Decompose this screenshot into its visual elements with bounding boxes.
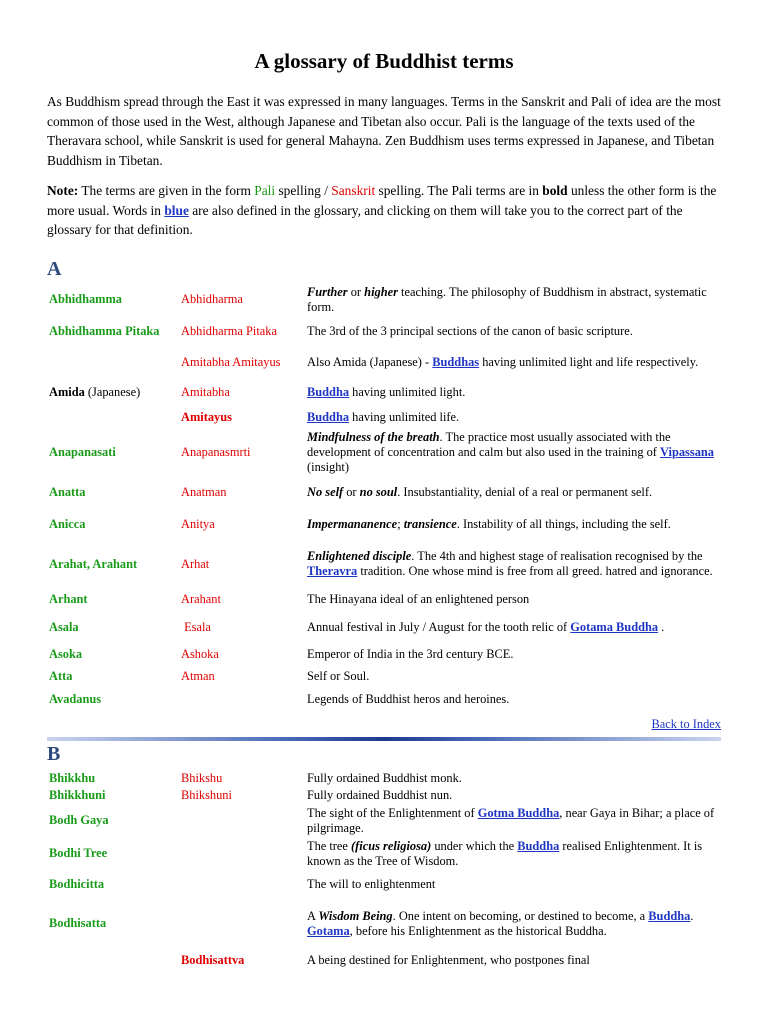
definition-text: The sight of the Enlightenment of (307, 805, 478, 820)
definition-text: . The practice most usually associated with the development of concentration and calm but also used in the training of (307, 430, 671, 459)
note-paragraph (47, 181, 727, 240)
pali-term (49, 385, 181, 400)
definition (307, 839, 721, 869)
definition-link[interactable]: Buddha (517, 838, 560, 853)
note-text: The terms are given in the form (78, 183, 255, 198)
definition (307, 549, 721, 579)
pali-term: Abhidhamma Pitaka (49, 323, 160, 338)
definition-emphasis: No self (307, 484, 344, 499)
glossary-row (49, 588, 721, 611)
glossary-row (49, 379, 721, 406)
definition-text: having unlimited life. (349, 410, 460, 424)
definition (307, 669, 721, 684)
definition-text: ; (397, 516, 404, 531)
definition (307, 692, 721, 707)
definition-text: , before his Enlightenment as the historical Buddha. (349, 923, 607, 938)
definition (307, 877, 721, 892)
sanskrit-term: Anapanasmrti (181, 445, 251, 459)
pali-term-name: Amida (49, 385, 85, 399)
definition-text: A (307, 908, 319, 923)
glossary-row (49, 837, 721, 870)
sanskrit-term: Arhat (181, 556, 210, 571)
glossary-row (49, 508, 721, 540)
definition-text: (insight) (307, 460, 349, 474)
note-label: Note: (47, 183, 79, 198)
definition-emphasis: Impermananence (307, 516, 398, 531)
glossary-row (49, 665, 721, 687)
pali-term: Anapanasati (49, 445, 116, 459)
definition (307, 771, 721, 786)
definition-link[interactable]: Vipassana (660, 445, 714, 459)
pali-term: Bodhicitta (49, 877, 105, 891)
definition-link[interactable]: Gotma Buddha (477, 805, 560, 820)
definition-text: having unlimited light and life respectively. (479, 355, 699, 369)
pali-term: Bodhisatta (49, 916, 107, 930)
glossary-row (49, 870, 721, 899)
definition-text: or (347, 284, 365, 299)
pali-term: Anatta (49, 484, 86, 499)
glossary-row (49, 540, 721, 588)
definition-text: . Instability of all things, including the self. (456, 516, 671, 531)
glossary-row (49, 429, 721, 476)
note-pali-word: Pali (254, 183, 276, 198)
glossary-section-a (49, 283, 721, 711)
definition (307, 909, 721, 939)
definition-emphasis: no soul (359, 484, 398, 499)
definition (307, 285, 721, 315)
sanskrit-term: Abhidharma Pitaka (181, 323, 278, 338)
definition-link[interactable]: Buddha (307, 385, 350, 399)
page-title: A glossary of Buddhist terms (254, 49, 514, 73)
definition-text: . The 4th and highest stage of realisation recognised by the (411, 549, 703, 563)
pali-term: Arahat, Arahant (49, 556, 138, 571)
definition-link[interactable]: Buddha (307, 410, 350, 424)
pali-term: Asala (49, 619, 79, 634)
definition-link[interactable]: Gotama (307, 923, 350, 938)
definition (307, 953, 721, 968)
pali-term: Bhikkhuni (49, 788, 106, 802)
glossary-row (49, 476, 721, 508)
sanskrit-term: Atman (181, 668, 215, 683)
sanskrit-term: Ashoka (181, 646, 219, 661)
pali-term: Arhant (49, 592, 88, 606)
definition-text: Legends of Buddhist heros and heroines. (307, 691, 510, 706)
definition (307, 385, 721, 400)
definition-text: The Hinayana ideal of an enlightened person (307, 592, 530, 606)
sanskrit-term: Arahant (181, 592, 221, 606)
intro-paragraph: As Buddhism spread through the East it was expressed in many languages. Terms in the Sanskrit and Pali of idea are the most common of those used in the West, although Japanese and Tibetan also occur. Pali is the language of the texts used of the Theravara school, while Sanskrit is used for general Mahayna. Zen Buddhism uses terms expressed in Japanese, and Tibetan Buddhism in Tibetan. (47, 94, 721, 168)
pali-term: Asoka (49, 646, 83, 661)
definition-text: Fully ordained Buddhist monk. (307, 771, 462, 785)
definition-emphasis: (ficus religiosa) (351, 838, 432, 853)
sanskrit-term: Anitya (181, 516, 215, 531)
definition (307, 517, 721, 532)
glossary-row (49, 948, 721, 972)
definition (307, 592, 721, 607)
definition-text: , near Gaya in Bihar; a place of pilgrimage. (307, 805, 715, 835)
glossary-section-b (49, 770, 721, 972)
sanskrit-term: Esala (181, 619, 211, 634)
definition-link[interactable]: Gotama Buddha (570, 619, 659, 634)
pali-term-note: (Japanese) (84, 385, 141, 399)
definition-text: or (343, 484, 360, 499)
definition-text: . (690, 908, 694, 923)
definition-text: teaching. The philosophy of Buddhism in abstract, systematic form. (307, 284, 707, 314)
definition-link[interactable]: Buddha (648, 908, 691, 923)
definition-text: . Insubstantiality, denial of a real or permanent self. (397, 484, 653, 499)
section-letter-a: A (47, 258, 62, 280)
sanskrit-term: Bhikshu (181, 771, 223, 785)
note-text: unless the other form is the more usual. Words in (47, 183, 717, 218)
pali-term: Avadanus (49, 691, 102, 706)
definition (307, 485, 721, 500)
definition-text: tradition. One whose mind is free from all greed. hatred and ignorance. (357, 564, 713, 578)
pali-term: Abhidhamma (49, 292, 122, 306)
definition-text: Emperor of India in the 3rd century BCE. (307, 646, 514, 661)
sanskrit-term: Amitabha Amitayus (181, 355, 281, 369)
glossary-row (49, 346, 721, 379)
pali-term: Bodh Gaya (49, 813, 109, 827)
glossary-row (49, 787, 721, 804)
definition-text: Annual festival in July / August for the tooth relic of (307, 619, 571, 634)
glossary-row (49, 611, 721, 643)
definition-text: Also Amida (Japanese) - (307, 355, 433, 369)
definition-text: Self or Soul. (307, 668, 370, 683)
note-blue-link[interactable]: blue (164, 202, 189, 218)
definition-text: The 3rd of the 3 principal sections of the canon of basic scripture. (307, 323, 633, 338)
definition (307, 355, 721, 370)
sanskrit-term: Abhidharma (181, 292, 243, 306)
definition-text: realised Enlightenment. It is known as the Tree of Wisdom. (307, 838, 703, 868)
definition-text: Fully ordained Buddhist nun. (307, 788, 453, 802)
sanskrit-term: Amitayus (181, 410, 232, 424)
definition-text: . One intent on becoming, or destined to become, a (392, 908, 649, 923)
note-text: spelling / (275, 183, 332, 198)
definition-emphasis: Wisdom Being (318, 908, 393, 923)
glossary-row (49, 283, 721, 316)
definition-link[interactable]: Theravra (307, 564, 358, 578)
glossary-row (49, 899, 721, 948)
note-sanskrit-word: Sanskrit (331, 183, 376, 198)
sanskrit-term: Bodhisattva (181, 952, 245, 967)
glossary-row (49, 804, 721, 837)
definition-text: The will to enlightenment (307, 877, 436, 891)
definition-emphasis: Further (307, 284, 348, 299)
definition (307, 788, 721, 803)
glossary-row (49, 316, 721, 346)
sanskrit-term: Bhikshuni (181, 788, 232, 802)
definition (307, 430, 721, 475)
definition (307, 647, 721, 662)
note-bold-word: bold (542, 183, 568, 198)
section-letter-b: B (47, 743, 61, 765)
pali-term: Anicca (49, 516, 86, 531)
definition (307, 410, 721, 425)
definition-text: . (658, 619, 665, 634)
note-text: are also defined in the glossary, and clicking on them will take you to the correct part of the glossary for that definition. (47, 202, 683, 238)
section-divider (47, 737, 721, 741)
definition-emphasis: Mindfulness of the breath (307, 430, 440, 444)
definition-text: A being destined for Enlightenment, who postpones final (307, 952, 590, 967)
back-to-index-link[interactable]: Back to Index (651, 717, 721, 731)
pali-term: Atta (49, 668, 73, 683)
sanskrit-term: Anatman (181, 484, 227, 499)
definition-text: having unlimited light. (349, 385, 466, 399)
pali-term: Bodhi Tree (49, 846, 108, 860)
sanskrit-term: Amitabha (181, 385, 230, 399)
definition (307, 324, 721, 339)
definition-emphasis: higher (364, 284, 398, 299)
definition-text: under which the (431, 838, 518, 853)
note-text: spelling. The Pali terms are in (375, 183, 543, 198)
definition-text: The tree (307, 838, 352, 853)
glossary-row (49, 406, 721, 429)
glossary-row (49, 687, 721, 711)
definition (307, 620, 721, 635)
definition-emphasis: transience (403, 516, 457, 531)
glossary-row (49, 643, 721, 665)
definition-link[interactable]: Buddhas (432, 355, 480, 369)
glossary-row (49, 770, 721, 787)
pali-term: Bhikkhu (49, 771, 96, 785)
definition (307, 806, 721, 836)
definition-emphasis: Enlightened disciple (307, 549, 412, 563)
